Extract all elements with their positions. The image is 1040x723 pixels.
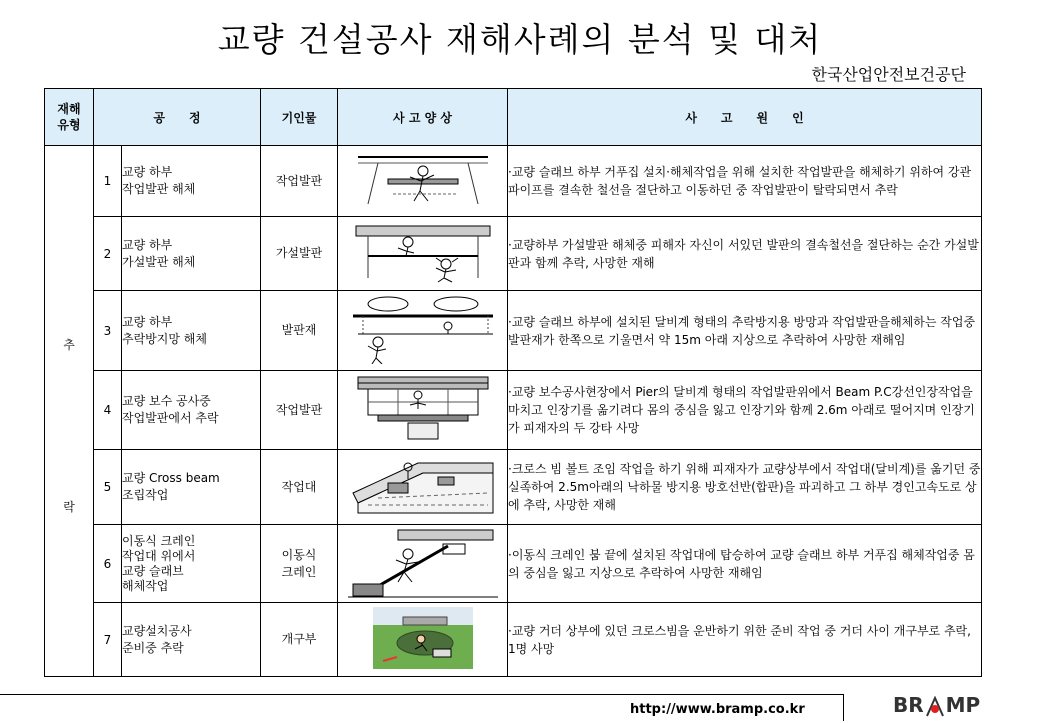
logo-mark-icon: [924, 696, 946, 718]
accident-illustration-3: [338, 291, 508, 371]
header-agent: 기인물: [261, 89, 338, 146]
table-row: [45, 371, 982, 450]
table-row: [45, 450, 982, 525]
row-number: 2: [94, 217, 122, 291]
accident-illustration-7: [338, 603, 508, 677]
table-row: [45, 525, 982, 603]
accident-illustration-6: [338, 525, 508, 603]
logo-left-text: BR: [893, 693, 924, 717]
row-agent: 작업발판: [261, 146, 338, 217]
row-cause: ·교량하부 가설발판 해체중 피해자 자신이 서있던 발판의 결속철선을 절단하는 순간 가설발판과 함께 추락, 사망한 재해: [508, 217, 982, 291]
row-process: 교량 Cross beam 조립작업: [122, 450, 261, 525]
bramp-logo: [893, 693, 980, 718]
row-process: 교량 하부 추락방지망 해체: [122, 291, 261, 371]
category-char-1: 추: [63, 338, 75, 352]
row-cause: ·교량 슬래브 하부 거푸집 설치·해체작업을 위해 설치한 작업발판을 해체하기 위하여 강관파이프를 결속한 철선을 절단하고 이동하던 중 작업발판이 탈락되면서 추락: [508, 146, 982, 217]
header-type: 재해 유형: [45, 89, 94, 146]
table-row: [45, 217, 982, 291]
header-process: 공 정: [94, 89, 261, 146]
row-cause: ·교량 보수공사현장에서 Pier의 달비계 형태의 작업발판위에서 Beam P.C강선인장작업을 마치고 인장기를 옮기려다 몸의 중심을 잃고 인장기와 함께 2.6m 아래로 떨어지며 인장기가 피재자의 두 강타 사망: [508, 371, 982, 450]
logo-right-text: MP: [945, 693, 981, 717]
row-number: 3: [94, 291, 122, 371]
row-process: 교량 보수 공사중 작업발판에서 추락: [122, 371, 261, 450]
accident-illustration-5: [338, 450, 508, 525]
row-number: 1: [94, 146, 122, 217]
row-process: 교량 하부 작업발판 해체: [122, 146, 261, 217]
row-agent: 발판재: [261, 291, 338, 371]
accident-illustration-2: [338, 217, 508, 291]
row-number: 5: [94, 450, 122, 525]
header-cause: 사 고 원 인: [508, 89, 982, 146]
page-title: 교량 건설공사 재해사례의 분석 및 대처: [217, 20, 823, 59]
row-cause: ·크로스 빔 볼트 조임 작업을 하기 위해 피재자가 교량상부에서 작업대(달비계)를 옮기던 중 실족하여 2.5m아래의 낙하물 방지용 방호선반(합판)을 파괴하고 그 하부 경인고속도로 상에 추락, 사망한 재해: [508, 450, 982, 525]
row-number: 7: [94, 603, 122, 677]
row-agent: 가설발판: [261, 217, 338, 291]
category-char-2: 락: [63, 500, 75, 514]
organization-name: 한국산업안전보건공단: [811, 65, 966, 84]
row-agent: 개구부: [261, 603, 338, 677]
row-agent: 작업대: [261, 450, 338, 525]
row-agent: 이동식 크레인: [261, 525, 338, 603]
row-number: 6: [94, 525, 122, 603]
table-row: [45, 146, 982, 217]
accident-table: [44, 88, 982, 677]
accident-illustration-4: [338, 371, 508, 450]
accident-illustration-1: [338, 146, 508, 217]
table-row: [45, 291, 982, 371]
table-row: [45, 603, 982, 677]
table-header-row: [45, 89, 982, 146]
footer-url[interactable]: http://www.bramp.co.kr: [630, 702, 805, 717]
row-process: 교량설치공사 준비중 추락: [122, 603, 261, 677]
row-cause: ·이동식 크레인 붐 끝에 설치된 작업대에 탑승하여 교량 슬래브 하부 거푸집 해체작업중 몸의 중심을 잃고 지상으로 추락하여 사망한 재해임: [508, 525, 982, 603]
row-agent: 작업발판: [261, 371, 338, 450]
row-number: 4: [94, 371, 122, 450]
row-process: 이동식 크레인 작업대 위에서 교량 슬래브 해체작업: [122, 525, 261, 603]
row-cause: ·교량 거더 상부에 있던 크로스빔을 운반하기 위한 준비 작업 중 거더 사이 개구부로 추락, 1명 사망: [508, 603, 982, 677]
row-cause: ·교량 슬래브 하부에 설치된 달비계 형태의 추락방지용 방망과 작업발판을해체하는 작업중 발판재가 한쪽으로 기울면서 약 15m 아래 지상으로 추락하여 사망한 재해임: [508, 291, 982, 371]
category-cell: [45, 146, 94, 677]
row-process: 교량 하부 가설발판 해체: [122, 217, 261, 291]
header-accident: 사 고 양 상: [338, 89, 508, 146]
